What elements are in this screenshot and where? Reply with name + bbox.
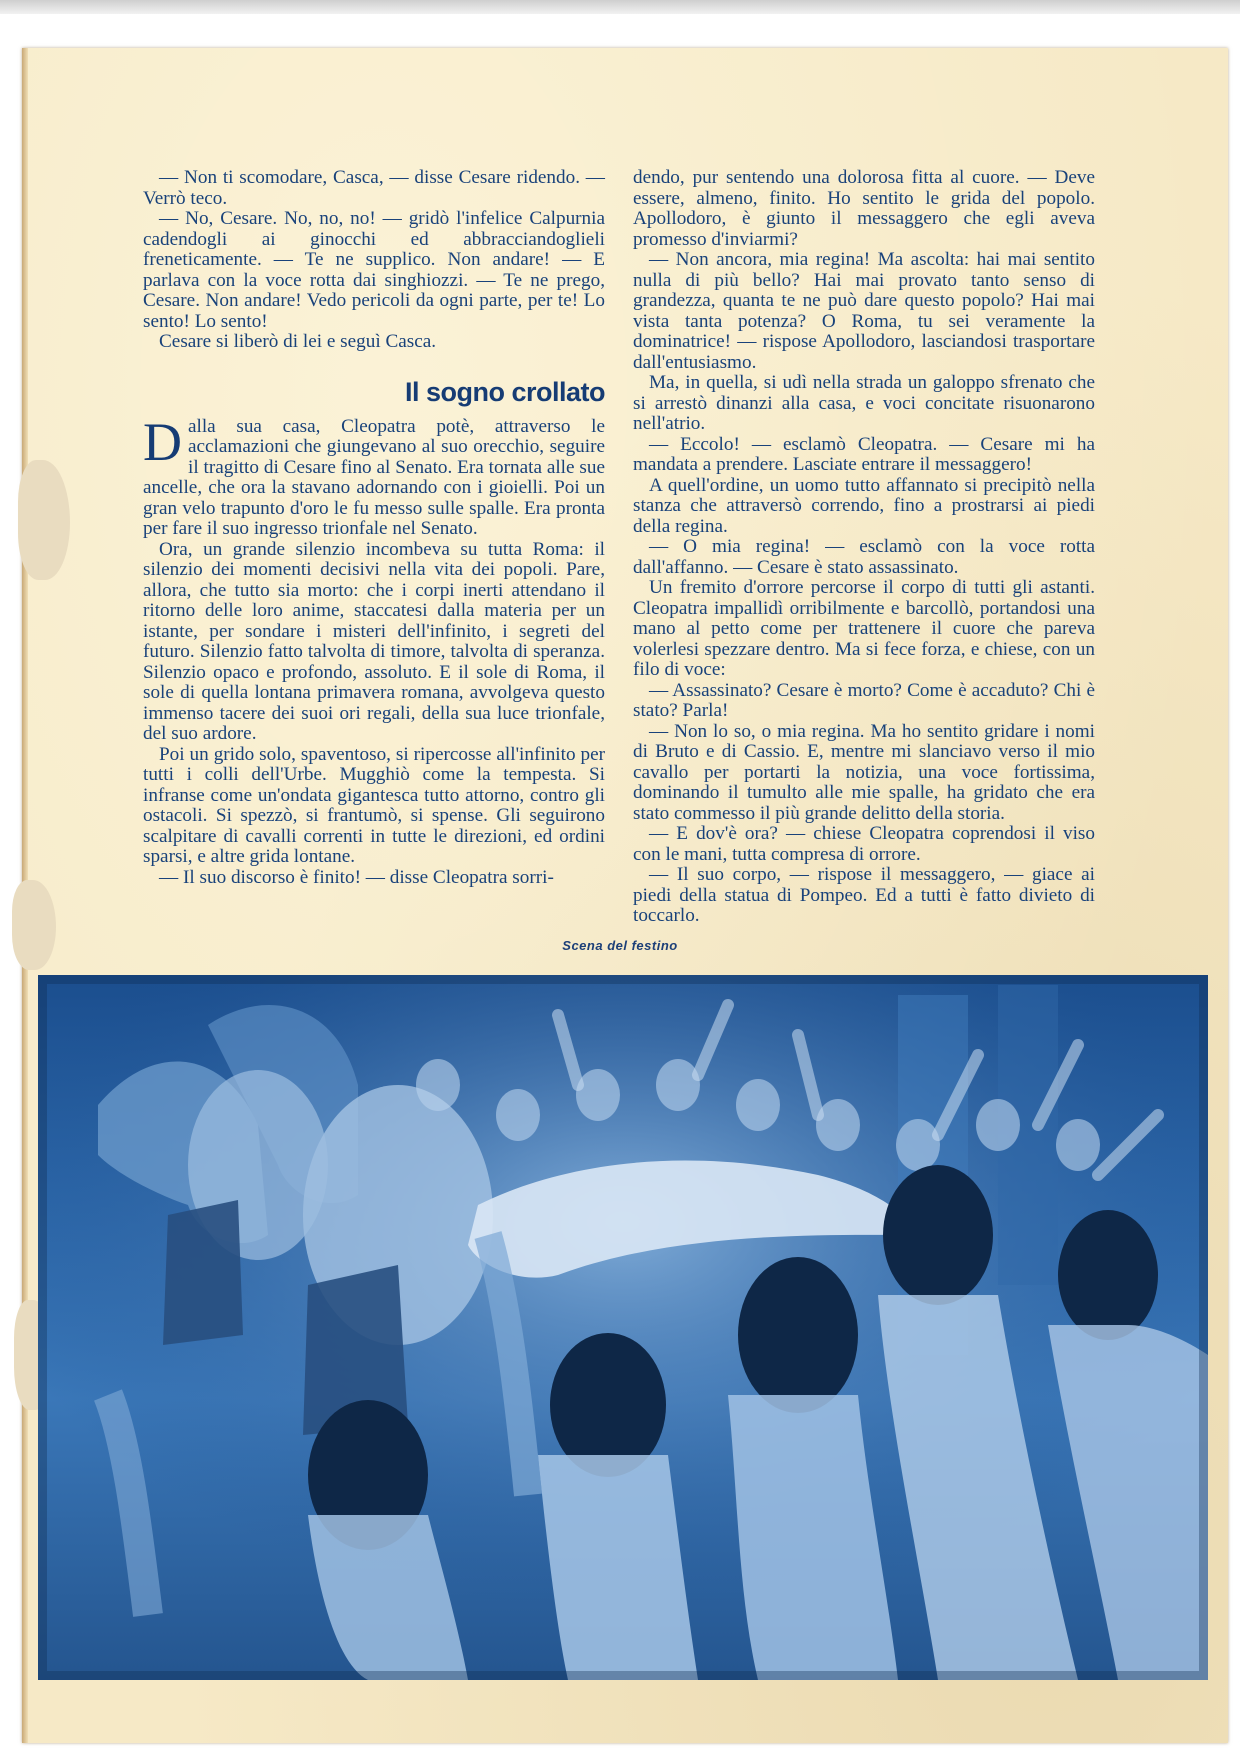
paragraph: Poi un grido solo, spaventoso, si ripercosse all'infinito per tutti i colli dell'Urbe. Mugghiò come la tempesta. Si infranse come un'ondata gigantesca tutto attorno, contro gli ostacoli. Si spezzò, si frantumò, si spense. Gli seguirono scalpitare di cavalli correnti in tutte le direzioni, ed ordini sparsi, e altre grida lontane. xyxy=(143,743,605,867)
paragraph: A quell'ordine, un uomo tutto affannato si precipitò nella stanza che attraversò correndo, fino a prostrarsi ai piedi della regina. xyxy=(633,474,1095,537)
paragraph: — O mia regina! — esclamò con la voce rotta dall'affanno. — Cesare è stato assassinato. xyxy=(633,536,1095,578)
photo-illustration xyxy=(38,975,1208,1680)
photo-caption: Scena del festino xyxy=(562,938,678,953)
left-text-column xyxy=(143,168,605,888)
torn-edge-mark xyxy=(18,460,70,580)
paragraph: Ora, un grande silenzio incombeva su tutta Roma: il silenzio dei momenti decisivi nella vita dei popoli. Pare, allora, che tutto sia morto: che i corpi inerti attendano il ritorno delle loro anime, staccatesi dalla materia per un istante, per sondare i misteri dell'infinito, i segreti del futuro. Silenzio fatto talvolta di timore, talvolta di speranza. Silenzio opaco e profondo, assoluto. E il sole di Roma, il sole di quella lontana primavera romana, avvolgeva questo immenso tacere dei suoi ori regali, della sua luce trionfale, del suo ardore. xyxy=(143,538,605,744)
paragraph: — No, Cesare. No, no, no! — gridò l'infelice Calpurnia cadendogli ai ginocchi ed abbracciandoglieli freneticamente. — Te ne supplico. Non andare! — E parlava con la voce rotta dai singhiozzi. — Te ne prego, Cesare. Non andare! Vedo pericoli da ogni parte, per te! Lo sento! Lo sento! xyxy=(143,208,605,332)
paragraph: — Assassinato? Cesare è morto? Come è accaduto? Chi è stato? Parla! xyxy=(633,679,1095,721)
paragraph: — Eccolo! — esclamò Cleopatra. — Cesare mi ha mandata a prendere. Lasciate entrare il messaggero! xyxy=(633,433,1095,475)
dropcap-paragraph xyxy=(143,411,605,540)
paragraph: Un fremito d'orrore percorse il corpo di tutti gli astanti. Cleopatra impallidì orribilmente e barcollò, portandosi una mano al petto come per trattenere il cuore che pareva volerlesi spezzare dentro. Ma si fece forza, e chiese, con un filo di voce: xyxy=(633,577,1095,680)
drop-cap: D xyxy=(143,411,182,472)
right-text-column xyxy=(633,168,1095,927)
paragraph: — Non ancora, mia regina! Ma ascolta: hai mai sentito nulla di più bello? Hai mai provato tanto senso di grandezza, quanta te ne può dare questo popolo? Hai mai vista tanta potenza? O Roma, tu sei veramente la dominatrice! — rispose Apollodoro, lasciandosi trasportare dall'entusiasmo. xyxy=(633,249,1095,373)
torn-edge-mark xyxy=(12,880,56,970)
dropcap-paragraph-text: alla sua casa, Cleopatra potè, attraverso le acclamazioni che giungevano al suo orecchio, seguire il tragitto di Cesare fino al Senato. Era tornata alle sue ancelle, che ora la stavano adornando con i gioielli. Poi un gran velo trapunto d'oro le fu messo sulle spalle. Era pronta per fare il suo ingresso trionfale nel Senato. xyxy=(143,415,605,539)
paragraph: — E dov'è ora? — chiese Cleopatra coprendosi il viso con le mani, tutta compresa di orrore. xyxy=(633,823,1095,865)
paragraph: — Non lo so, o mia regina. Ma ho sentito gridare i nomi di Bruto e di Cassio. E, mentre mi slanciavo verso il mio cavallo per portarti la notizia, una voce fortissima, dominando il tumulto alle mie spalle, ha gridato che era stato commesso il più grande delitto della storia. xyxy=(633,720,1095,824)
paragraph: — Il suo discorso è finito! — disse Cleopatra sorri- xyxy=(159,866,554,888)
chapter-title: Il sogno crollato xyxy=(404,376,605,407)
feast-scene-photo xyxy=(38,975,1208,1680)
paragraph: Cesare si liberò di lei e seguì Casca. xyxy=(159,331,437,352)
paragraph: dendo, pur sentendo una dolorosa fitta al cuore. — Deve essere, almeno, finito. Ho sentito le grida del popolo. Apollodoro, è giunto il messaggero che egli aveva promesso d'inviarmi? xyxy=(633,167,1095,250)
paragraph: — Non ti scomodare, Casca, — disse Cesare ridendo. — Verrò teco. xyxy=(143,167,605,209)
paragraph: Ma, in quella, si udì nella strada un galoppo sfrenato che si arrestò dinanzi alla casa, e voci concitate risuonarono nell'atrio. xyxy=(633,372,1095,434)
scan-edge xyxy=(0,0,1240,14)
paragraph: — Il suo corpo, — rispose il messaggero, — giace ai piedi della statua di Pompeo. Ed a tutti è fatto divieto di toccarlo. xyxy=(633,864,1095,926)
